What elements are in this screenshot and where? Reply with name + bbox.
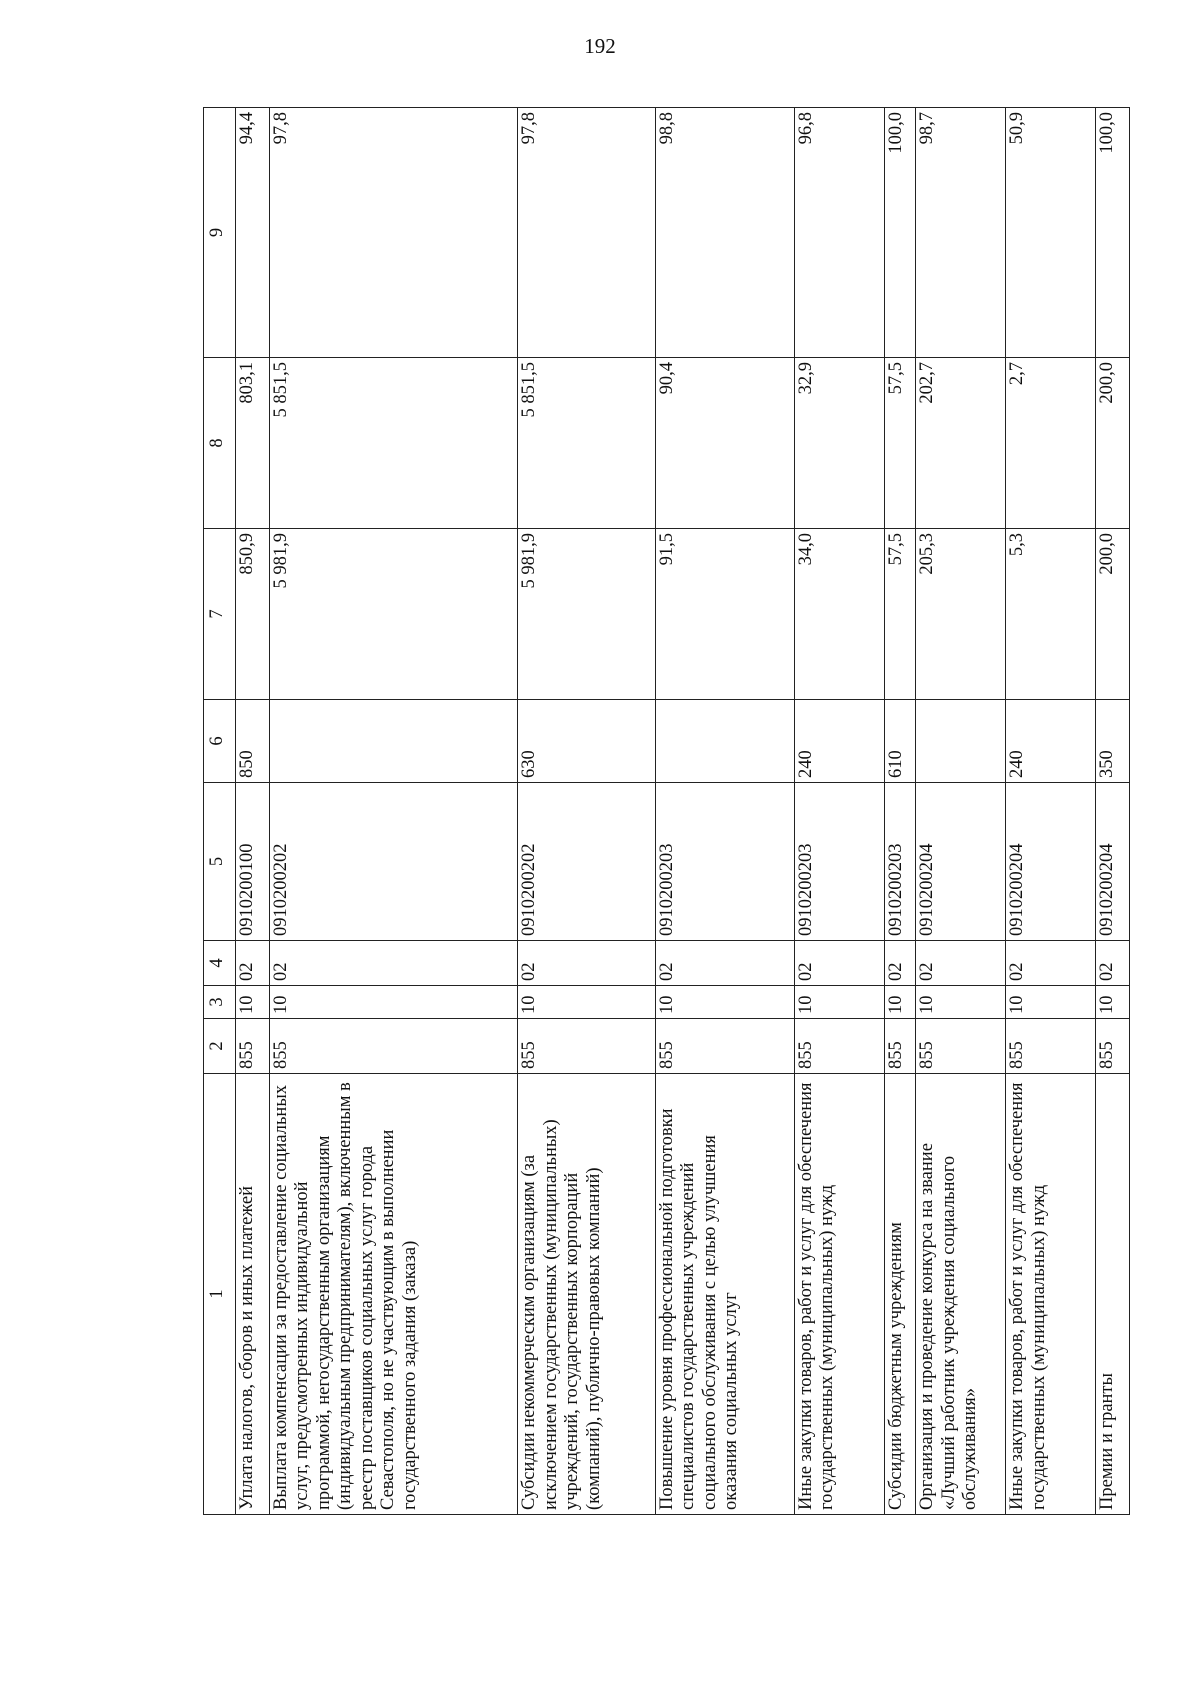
- cell-col5: 0910200204: [1006, 783, 1096, 941]
- cell-col4: 02: [518, 941, 656, 986]
- cell-col7: 91,5: [656, 529, 795, 700]
- cell-col7: 5,3: [1006, 529, 1096, 700]
- cell-col2: 855: [236, 1019, 270, 1074]
- page-number: 192: [584, 34, 616, 58]
- cell-col8: 803,1: [236, 358, 270, 529]
- cell-col6: [269, 700, 518, 783]
- cell-col5: 0910200203: [794, 783, 884, 941]
- cell-col7: 34,0: [794, 529, 884, 700]
- cell-col4: 02: [884, 941, 916, 986]
- cell-col6: 350: [1096, 700, 1130, 783]
- cell-col9: 94,4: [236, 108, 270, 358]
- table-row: [916, 108, 1006, 1515]
- col-header-6: 6: [204, 700, 236, 783]
- cell-col9: 50,9: [1006, 108, 1096, 358]
- cell-col7: 850,9: [236, 529, 270, 700]
- cell-col6: [656, 700, 795, 783]
- row-name: Организация и проведение конкурса на звание «Лучший работник учреждения социального обслуживания»: [916, 1074, 1006, 1515]
- cell-col6: 240: [794, 700, 884, 783]
- table-row: [269, 108, 518, 1515]
- cell-col3: 10: [1006, 986, 1096, 1019]
- cell-col7: 200,0: [1096, 529, 1130, 700]
- cell-col4: 02: [916, 941, 1006, 986]
- cell-col8: 5 851,5: [518, 358, 656, 529]
- col-header-8: 8: [204, 358, 236, 529]
- cell-col6: 610: [884, 700, 916, 783]
- cell-col2: 855: [794, 1019, 884, 1074]
- cell-col7: 57,5: [884, 529, 916, 700]
- cell-col8: 200,0: [1096, 358, 1130, 529]
- cell-col9: 98,8: [656, 108, 795, 358]
- row-name: Иные закупки товаров, работ и услуг для обеспечения государственных (муниципальных) нужд: [1006, 1074, 1096, 1515]
- cell-col8: 32,9: [794, 358, 884, 529]
- col-header-1: 1: [204, 1074, 236, 1515]
- cell-col4: 02: [656, 941, 795, 986]
- table-row: [884, 108, 916, 1515]
- cell-col8: 90,4: [656, 358, 795, 529]
- cell-col8: 2,7: [1006, 358, 1096, 529]
- cell-col5: 0910200100: [236, 783, 270, 941]
- cell-col8: 202,7: [916, 358, 1006, 529]
- cell-col3: 10: [656, 986, 795, 1019]
- cell-col2: 855: [518, 1019, 656, 1074]
- budget-table: [203, 107, 1130, 1515]
- row-name: Повышение уровня профессиональной подготовки специалистов государственных учреждений социального обслуживания с целью улучшения оказания социальных услуг: [656, 1074, 795, 1515]
- cell-col9: 100,0: [1096, 108, 1130, 358]
- cell-col6: [916, 700, 1006, 783]
- cell-col3: 10: [1096, 986, 1130, 1019]
- cell-col5: 0910200202: [269, 783, 518, 941]
- table-row: [1006, 108, 1096, 1515]
- col-header-4: 4: [204, 941, 236, 986]
- cell-col5: 0910200204: [1096, 783, 1130, 941]
- col-header-2: 2: [204, 1019, 236, 1074]
- col-header-3: 3: [204, 986, 236, 1019]
- row-name: Субсидии некоммерческим организациям (за исключением государственных (муниципальных) учреждений, государственных корпораций (компаний), публично-правовых компаний): [518, 1074, 656, 1515]
- row-name: Иные закупки товаров, работ и услуг для обеспечения государственных (муниципальных) нужд: [794, 1074, 884, 1515]
- budget-table-rotated: [203, 108, 1130, 1515]
- cell-col5: 0910200202: [518, 783, 656, 941]
- cell-col9: 97,8: [518, 108, 656, 358]
- row-name: Субсидии бюджетным учреждениям: [884, 1074, 916, 1515]
- cell-col7: 5 981,9: [269, 529, 518, 700]
- row-name: Уплата налогов, сборов и иных платежей: [236, 1074, 270, 1515]
- col-header-7: 7: [204, 529, 236, 700]
- table-row: [518, 108, 656, 1515]
- col-header-5: 5: [204, 783, 236, 941]
- cell-col3: 10: [518, 986, 656, 1019]
- cell-col2: 855: [269, 1019, 518, 1074]
- cell-col6: 850: [236, 700, 270, 783]
- cell-col5: 0910200204: [916, 783, 1006, 941]
- cell-col3: 10: [269, 986, 518, 1019]
- cell-col2: 855: [656, 1019, 795, 1074]
- cell-col4: 02: [1096, 941, 1130, 986]
- cell-col7: 205,3: [916, 529, 1006, 700]
- header-row: [204, 108, 236, 1515]
- col-header-9: 9: [204, 108, 236, 358]
- table-row: [794, 108, 884, 1515]
- cell-col6: 240: [1006, 700, 1096, 783]
- cell-col5: 0910200203: [656, 783, 795, 941]
- cell-col2: 855: [1096, 1019, 1130, 1074]
- cell-col9: 100,0: [884, 108, 916, 358]
- cell-col9: 97,8: [269, 108, 518, 358]
- cell-col3: 10: [236, 986, 270, 1019]
- cell-col4: 02: [794, 941, 884, 986]
- row-name: Выплата компенсации за предоставление социальных услуг, предусмотренных индивидуальной программой, негосударственным организациям (индивидуальным предпринимателям), включенным в реестр поставщиков социальных услуг города Севастополя, но не участвующим в выполнении государственного задания (заказа): [269, 1074, 518, 1515]
- cell-col3: 10: [794, 986, 884, 1019]
- cell-col2: 855: [1006, 1019, 1096, 1074]
- cell-col4: 02: [269, 941, 518, 986]
- cell-col2: 855: [884, 1019, 916, 1074]
- cell-col3: 10: [884, 986, 916, 1019]
- cell-col7: 5 981,9: [518, 529, 656, 700]
- table-row: [1096, 108, 1130, 1515]
- cell-col8: 5 851,5: [269, 358, 518, 529]
- cell-col9: 96,8: [794, 108, 884, 358]
- cell-col3: 10: [916, 986, 1006, 1019]
- cell-col5: 0910200203: [884, 783, 916, 941]
- table-row: [656, 108, 795, 1515]
- cell-col2: 855: [916, 1019, 1006, 1074]
- cell-col4: 02: [1006, 941, 1096, 986]
- cell-col8: 57,5: [884, 358, 916, 529]
- row-name: Премии и гранты: [1096, 1074, 1130, 1515]
- table-row: [236, 108, 270, 1515]
- cell-col9: 98,7: [916, 108, 1006, 358]
- cell-col6: 630: [518, 700, 656, 783]
- cell-col4: 02: [236, 941, 270, 986]
